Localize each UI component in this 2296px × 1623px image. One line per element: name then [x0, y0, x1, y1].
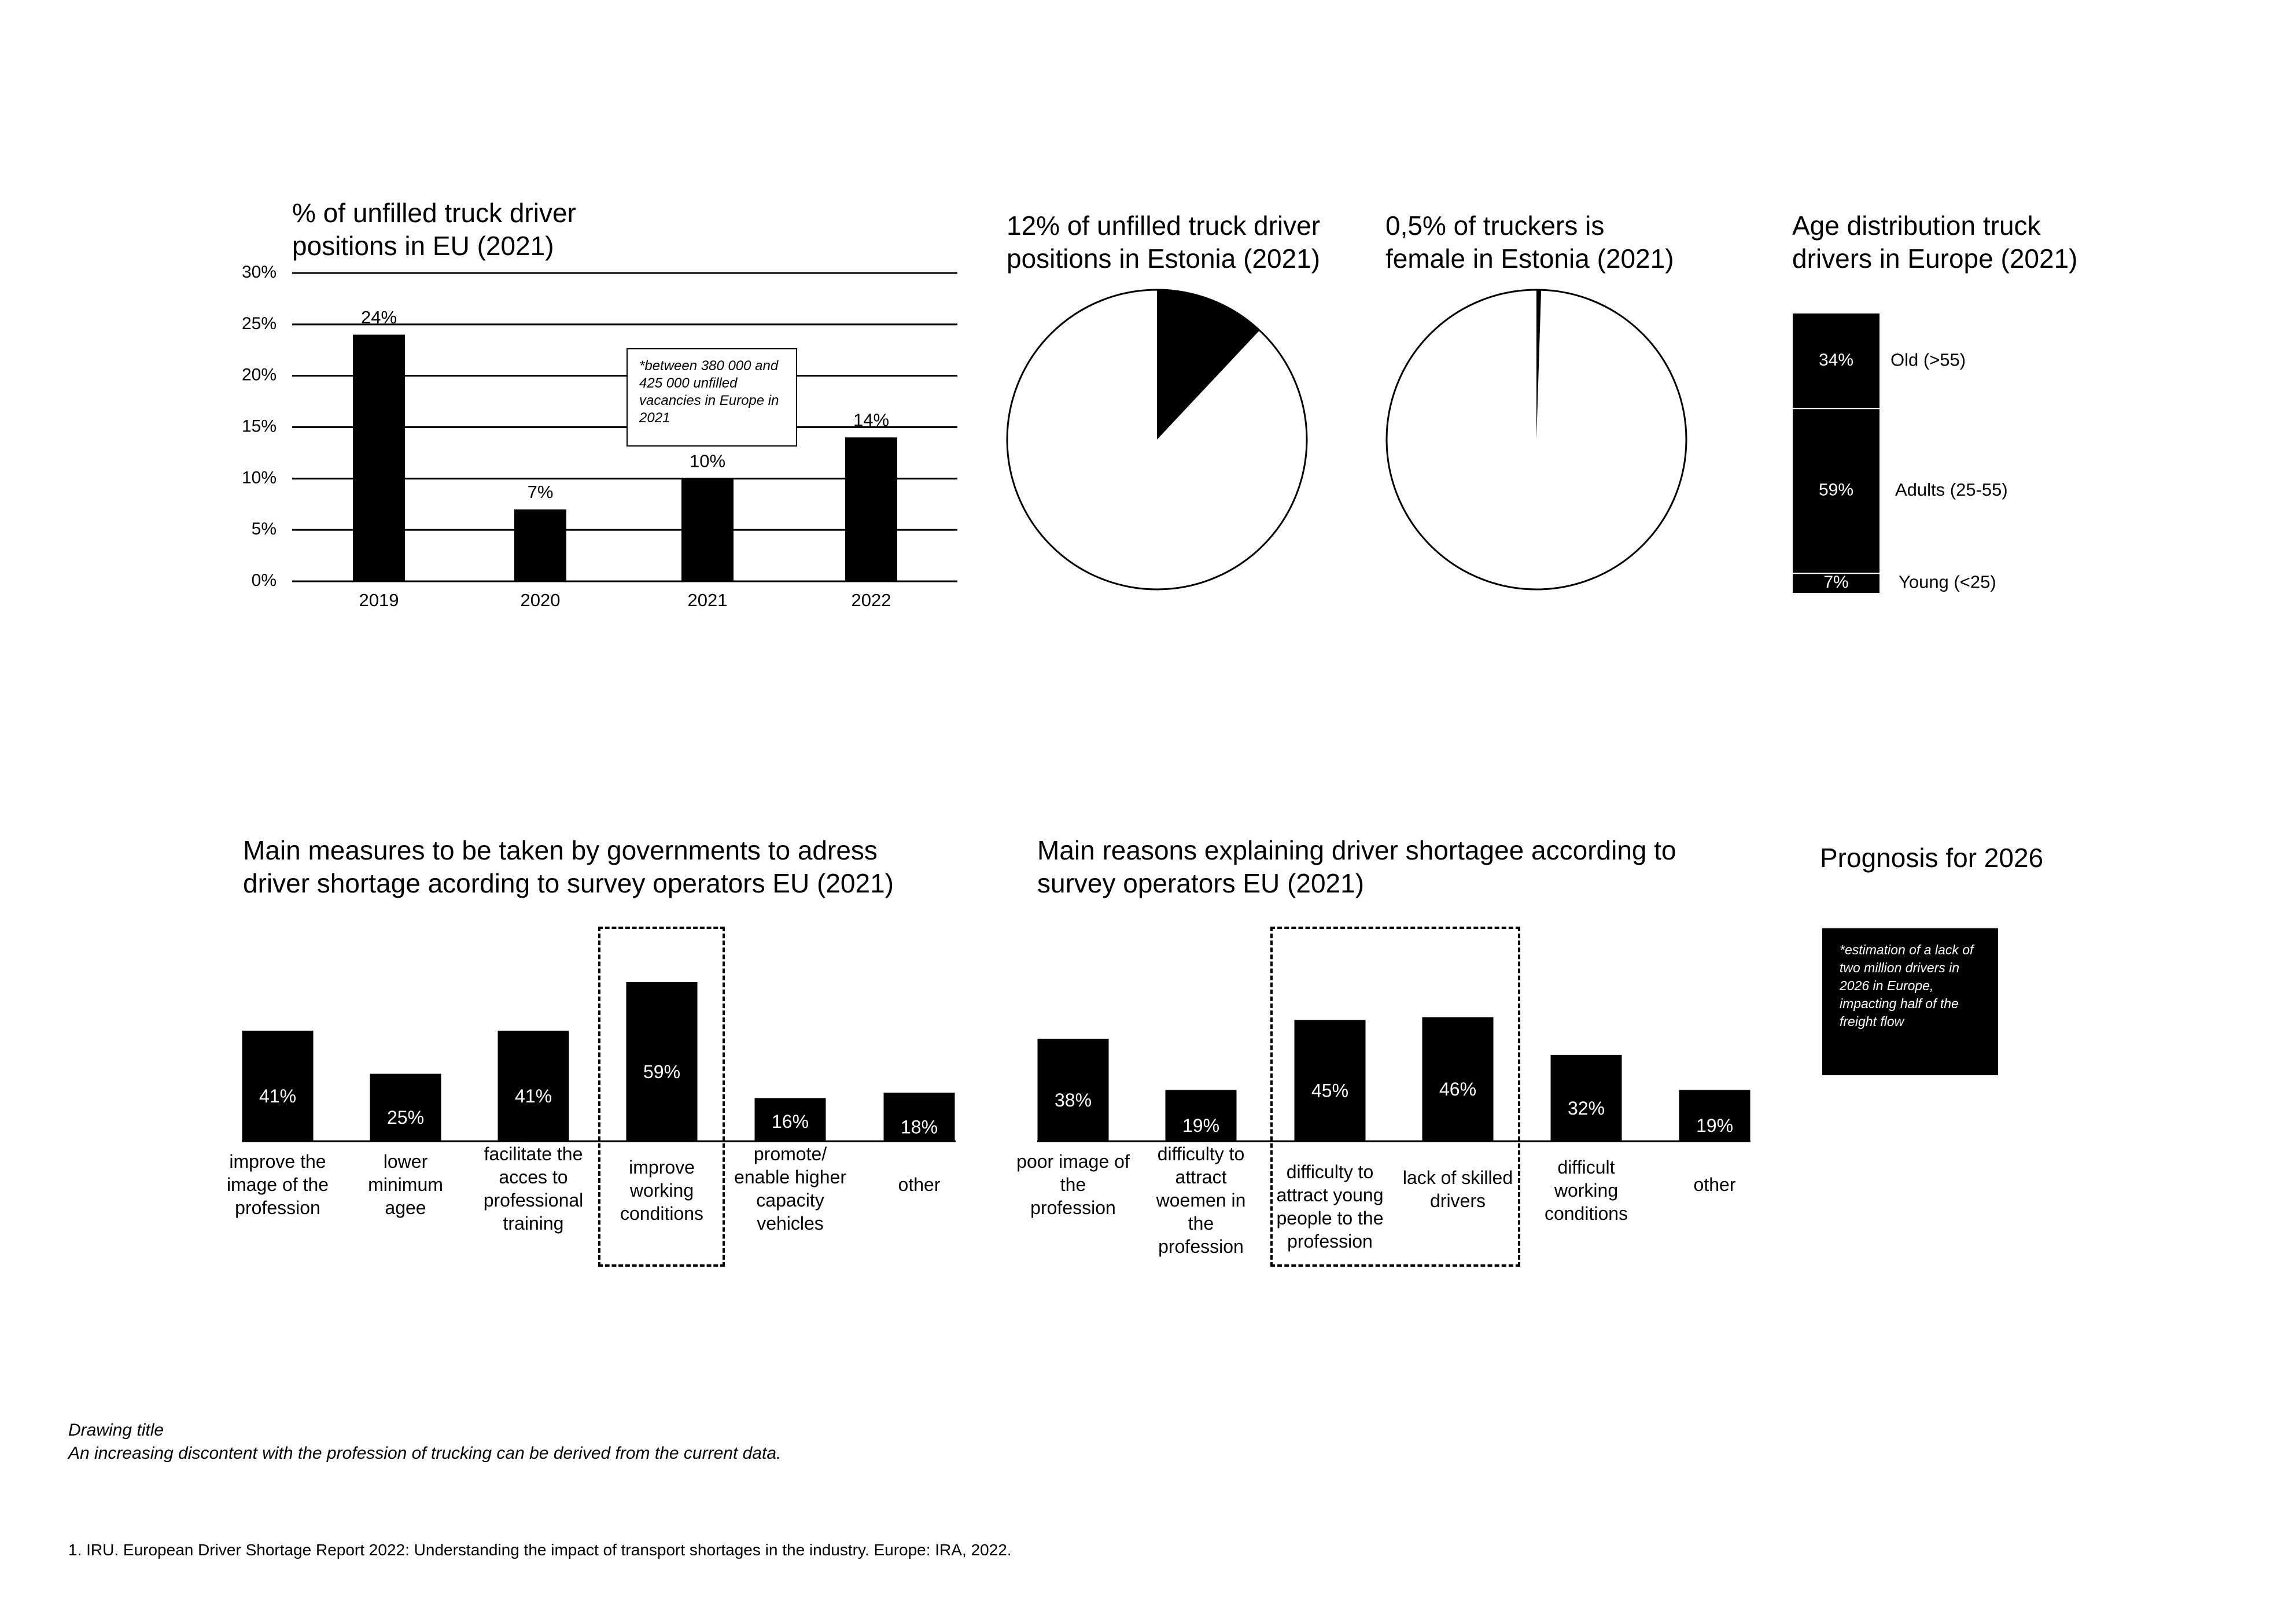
measures-category-label	[715, 1142, 865, 1235]
measures-category-label-line: image of the	[226, 1174, 329, 1195]
eu-y-tick: 30%	[241, 262, 277, 282]
age-distribution-title-line-2: drivers in Europe (2021)	[1792, 244, 2078, 274]
reasons-category-label-line: people to the	[1276, 1208, 1384, 1229]
reasons-bar-value-label: 32%	[1567, 1097, 1605, 1119]
measures-category-label-line: vehicles	[757, 1213, 824, 1234]
measures-bar-value-label: 16%	[771, 1111, 809, 1133]
reasons-bar-value-label: 19%	[1182, 1115, 1220, 1137]
measures-category-label-line: agee	[385, 1197, 426, 1218]
reasons-category-label-line: drivers	[1429, 1190, 1486, 1211]
age-legend-label: Old (>55)	[1890, 349, 1966, 370]
measures-category-label-line: promote/	[753, 1144, 827, 1164]
reasons-category-label-line: difficulty to	[1286, 1161, 1374, 1182]
measures-category-label-line: minimum	[368, 1174, 443, 1195]
eu-vacancies-note: *between 380 000 and 425 000 unfilled vacancies in Europe in 2021	[626, 348, 797, 447]
age-legend-label: Young (<25)	[1899, 571, 1996, 592]
measures-category-label-line: profession	[235, 1197, 320, 1218]
measures-title-line-2: driver shortage acording to survey operators EU (2021)	[243, 868, 894, 898]
age-segment-value-label: 59%	[1818, 480, 1854, 500]
reasons-category-label-line: attract	[1175, 1167, 1227, 1187]
age-distribution-title	[1792, 209, 2162, 275]
eu-bar-value-label: 14%	[853, 410, 890, 430]
age-distribution-title-line-1: Age distribution truck	[1792, 211, 2041, 241]
eu-x-tick: 2022	[851, 590, 891, 611]
prognosis-note: *estimation of a lack of two million drivers in 2026 in Europe, impacting half of the freight flow	[1822, 928, 1998, 1075]
reasons-category-label-line: profession	[1158, 1236, 1244, 1257]
measures-bar-value-label: 25%	[386, 1107, 425, 1128]
measures-bar-value-label: 18%	[900, 1116, 938, 1138]
estonia-female-title-line-2: female in Estonia (2021)	[1385, 244, 1674, 274]
reasons-category-label-line: difficult	[1557, 1157, 1615, 1178]
eu-x-tick: 2021	[687, 590, 728, 611]
estonia-female-title-line-1: 0,5% of truckers is	[1385, 211, 1605, 241]
eu-bar-value-label: 24%	[360, 307, 397, 327]
reasons-category-label-line: lack of skilled	[1402, 1167, 1513, 1188]
eu-chart-title-line-1: % of unfilled truck driver	[292, 198, 576, 228]
reasons-bar-value-label: 19%	[1696, 1115, 1734, 1137]
reasons-category-label-line: working	[1554, 1180, 1619, 1201]
eu-bar-value-label: 10%	[689, 451, 726, 471]
eu-y-tick: 25%	[241, 313, 277, 333]
measures-category-label-line: working	[629, 1180, 694, 1201]
eu-y-tick: 20%	[241, 365, 277, 385]
measures-category-label-line: capacity	[756, 1190, 824, 1211]
reasons-category-label	[1383, 1166, 1533, 1212]
reasons-category-label-line: poor image of	[1016, 1151, 1130, 1172]
eu-y-tick: 15%	[241, 416, 277, 436]
reasons-category-label-line: difficulty to	[1157, 1144, 1245, 1164]
drawing-caption-text: An increasing discontent with the profession of trucking can be derived from the current data.	[68, 1444, 782, 1463]
reasons-category-label-line: other	[1693, 1174, 1736, 1195]
measures-category-label-line: facilitate the	[484, 1144, 583, 1164]
reasons-title-line-1: Main reasons explaining driver shortagee according to	[1037, 835, 1676, 865]
reasons-category-label-line: woemen in	[1156, 1190, 1246, 1211]
estonia-unfilled-title	[1007, 209, 1400, 275]
estonia-female-title	[1385, 209, 1744, 275]
reasons-category-label-line: profession	[1030, 1197, 1116, 1218]
eu-y-tick: 0%	[251, 570, 277, 590]
measures-title-line-1: Main measures to be taken by governments to adress	[243, 835, 878, 865]
age-segment-value-label: 7%	[1823, 573, 1849, 592]
measures-category-label	[458, 1142, 609, 1235]
source-footnote: 1. IRU. European Driver Shortage Report 2022: Understanding the impact of transport shortages in the industry. Europe: IRA, 2022.	[68, 1541, 1012, 1559]
measures-title	[243, 834, 995, 900]
drawing-title: Drawing title	[68, 1421, 164, 1440]
measures-category-label	[587, 1156, 737, 1225]
eu-x-tick: 2019	[359, 590, 399, 611]
reasons-title-line-2: survey operators EU (2021)	[1037, 868, 1365, 898]
age-segment-value-label: 34%	[1818, 351, 1854, 370]
measures-category-label-line: improve	[629, 1157, 695, 1178]
measures-category-label-line: training	[503, 1213, 564, 1234]
measures-category-label-line: professional	[483, 1190, 584, 1211]
eu-x-tick: 2020	[520, 590, 561, 611]
drawing-caption	[68, 1419, 1110, 1465]
measures-category-label-line: improve the	[229, 1151, 326, 1172]
measures-category-label	[844, 1173, 994, 1196]
eu-bar	[681, 478, 734, 581]
eu-y-tick: 10%	[241, 468, 277, 488]
reasons-category-label-line: the	[1060, 1174, 1086, 1195]
reasons-category-label	[1639, 1173, 1790, 1196]
reasons-bar-value-label: 38%	[1054, 1089, 1092, 1111]
estonia-unfilled-title-line-1: 12% of unfilled truck driver	[1007, 211, 1321, 241]
measures-bar-value-label: 41%	[259, 1085, 297, 1106]
estonia-unfilled-title-line-2: positions in Estonia (2021)	[1007, 244, 1321, 274]
age-legend-label: Adults (25-55)	[1895, 479, 2008, 500]
reasons-category-label-line: profession	[1287, 1231, 1373, 1252]
eu-bar	[514, 510, 566, 581]
measures-category-label-line: enable higher	[734, 1167, 846, 1187]
reasons-category-label-line: conditions	[1544, 1203, 1628, 1224]
measures-category-label-line: other	[898, 1174, 941, 1195]
eu-bar	[353, 335, 405, 581]
reasons-category-label-line: attract young	[1276, 1185, 1384, 1205]
reasons-category-label-line: the	[1188, 1213, 1214, 1234]
eu-chart-title-line-2: positions in EU (2021)	[292, 231, 554, 261]
measures-category-label-line: lower	[383, 1151, 428, 1172]
reasons-bar-value-label: 45%	[1311, 1080, 1349, 1101]
eu-bar-value-label: 7%	[527, 481, 554, 502]
reasons-category-label	[1126, 1142, 1276, 1258]
measures-category-label-line: conditions	[620, 1203, 704, 1224]
eu-bar	[845, 437, 897, 581]
eu-y-tick: 5%	[251, 519, 277, 539]
reasons-bar-value-label: 46%	[1439, 1079, 1477, 1100]
measures-bar-value-label: 41%	[514, 1085, 552, 1106]
reasons-category-label	[1511, 1156, 1661, 1225]
reasons-title	[1037, 834, 1789, 900]
measures-category-label-line: acces to	[499, 1167, 568, 1187]
measures-bar-value-label: 59%	[643, 1061, 681, 1082]
prognosis-title: Prognosis for 2026	[1820, 843, 2044, 873]
